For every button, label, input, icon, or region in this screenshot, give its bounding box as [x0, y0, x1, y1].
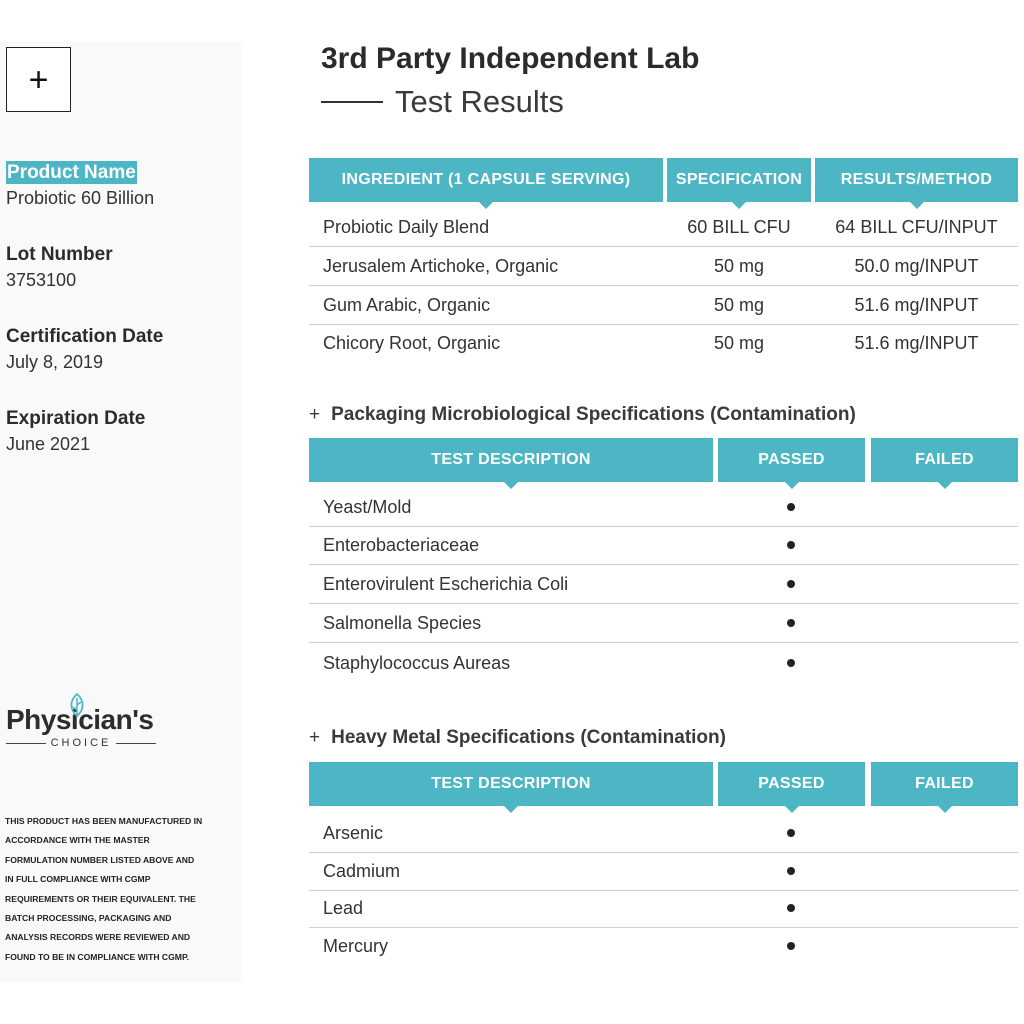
- certification-date-value: July 8, 2019: [6, 352, 104, 372]
- ingredient-result: 51.6 mg/INPUT: [854, 295, 979, 315]
- passed-dot: [787, 904, 795, 912]
- expiration-date-field: [6, 407, 145, 458]
- expand-plus-icon: +: [309, 404, 321, 425]
- ingredient-row: [309, 286, 1018, 325]
- passed-dot: [787, 541, 795, 549]
- metals-row: [309, 814, 1018, 853]
- metals-title-text: Heavy Metal Specifications (Contamination): [331, 727, 726, 748]
- lot-number-field: [6, 243, 113, 294]
- test-description: Enterobacteriaceae: [323, 535, 480, 555]
- ingredient-name: Gum Arabic, Organic: [323, 295, 491, 315]
- microbio-row: [309, 488, 1018, 527]
- ingredient-spec: 50 mg: [713, 333, 765, 353]
- expiration-date-label: Expiration Date: [6, 408, 146, 429]
- page-title: 3rd Party Independent Lab: [321, 42, 700, 75]
- leaf-icon: [66, 692, 88, 718]
- product-name-label: Product Name: [7, 162, 136, 183]
- microbio-row: [309, 565, 1018, 604]
- ingredient-result: 50.0 mg/INPUT: [854, 256, 979, 276]
- ingredient-row: [309, 324, 1018, 362]
- product-name-value: Probiotic 60 Billion: [6, 188, 155, 208]
- title-dash: [321, 101, 383, 103]
- test-description: Salmonella Species: [323, 613, 482, 633]
- test-description: Lead: [323, 898, 364, 918]
- expiration-date-value: June 2021: [6, 434, 91, 454]
- expand-plus-icon: +: [309, 727, 321, 748]
- specification-header: SPECIFICATION: [667, 158, 811, 202]
- certification-date-label: Certification Date: [6, 326, 164, 347]
- passed-dot: [787, 580, 795, 588]
- passed-dot: [787, 829, 795, 837]
- results-header: RESULTS/METHOD: [815, 158, 1018, 202]
- microbio-row: [309, 526, 1018, 565]
- test-description: Yeast/Mold: [323, 497, 412, 517]
- passed-dot: [787, 942, 795, 950]
- passed-dot: [787, 619, 795, 627]
- page-subtitle: [321, 84, 564, 120]
- microbio-test-header: TEST DESCRIPTION: [309, 438, 713, 482]
- metals-row: [309, 927, 1018, 965]
- test-description: Staphylococcus Aureas: [323, 653, 511, 673]
- microbio-row: [309, 604, 1018, 643]
- ingredient-row: [309, 208, 1018, 247]
- lot-number-value: 3753100: [6, 270, 77, 290]
- cgmp-disclaimer: THIS PRODUCT HAS BEEN MANUFACTURED IN ACCORDANCE WITH THE MASTER FORMULATION NUMBER LISTED ABOVE AND IN FULL COMPLIANCE WITH CGMP REQUIREMENTS OR THEIR EQUIVALENT. THE BATCH PROCESSING, PACKAGING AND ANALYSIS RECORDS WERE REVIEWED AND FOUND TO BE IN COMPLIANCE WITH CGMP.: [5, 816, 203, 962]
- ingredient-row: [309, 247, 1018, 286]
- ingredient-spec: 60 BILL CFU: [687, 217, 791, 237]
- logo-wordmark: Physician's: [6, 704, 154, 735]
- passed-dot: [787, 503, 795, 511]
- microbio-failed-header: FAILED: [871, 438, 1018, 482]
- microbio-row: [309, 644, 1018, 682]
- test-description: Enterovirulent Escherichia Coli: [323, 574, 569, 594]
- logo-sub-text: CHOICE: [50, 737, 112, 749]
- microbio-title-text: Packaging Microbiological Specifications (Contamination): [331, 404, 856, 425]
- brand-logo: [6, 704, 156, 749]
- logo-subtitle: [6, 737, 156, 749]
- certification-date-field: [6, 325, 163, 376]
- passed-dot: [787, 867, 795, 875]
- product-name-field: [6, 161, 154, 212]
- ingredient-result: 51.6 mg/INPUT: [854, 333, 979, 353]
- ingredient-spec: 50 mg: [713, 256, 765, 276]
- metals-section-title[interactable]: [309, 727, 726, 749]
- expand-button[interactable]: +: [6, 47, 71, 112]
- metals-row: [309, 852, 1018, 891]
- metals-test-header: TEST DESCRIPTION: [309, 762, 713, 806]
- logo-rule-right: [116, 743, 156, 744]
- ingredient-name: Chicory Root, Organic: [323, 333, 501, 353]
- microbio-passed-header: PASSED: [718, 438, 865, 482]
- metals-row: [309, 889, 1018, 928]
- test-description: Arsenic: [323, 823, 384, 843]
- test-description: Mercury: [323, 936, 389, 956]
- ingredient-header: INGREDIENT (1 CAPSULE SERVING): [309, 158, 663, 202]
- ingredient-spec: 50 mg: [713, 295, 765, 315]
- logo-rule-left: [6, 743, 46, 744]
- passed-dot: [787, 659, 795, 667]
- metals-passed-header: PASSED: [718, 762, 865, 806]
- metals-failed-header: FAILED: [871, 762, 1018, 806]
- lot-number-label: Lot Number: [6, 244, 113, 265]
- ingredient-result: 64 BILL CFU/INPUT: [835, 217, 998, 237]
- ingredient-name: Probiotic Daily Blend: [323, 217, 490, 237]
- microbio-section-title[interactable]: [309, 404, 856, 426]
- test-description: Cadmium: [323, 861, 401, 881]
- ingredient-name: Jerusalem Artichoke, Organic: [323, 256, 559, 276]
- page-subtitle-text: Test Results: [395, 84, 564, 119]
